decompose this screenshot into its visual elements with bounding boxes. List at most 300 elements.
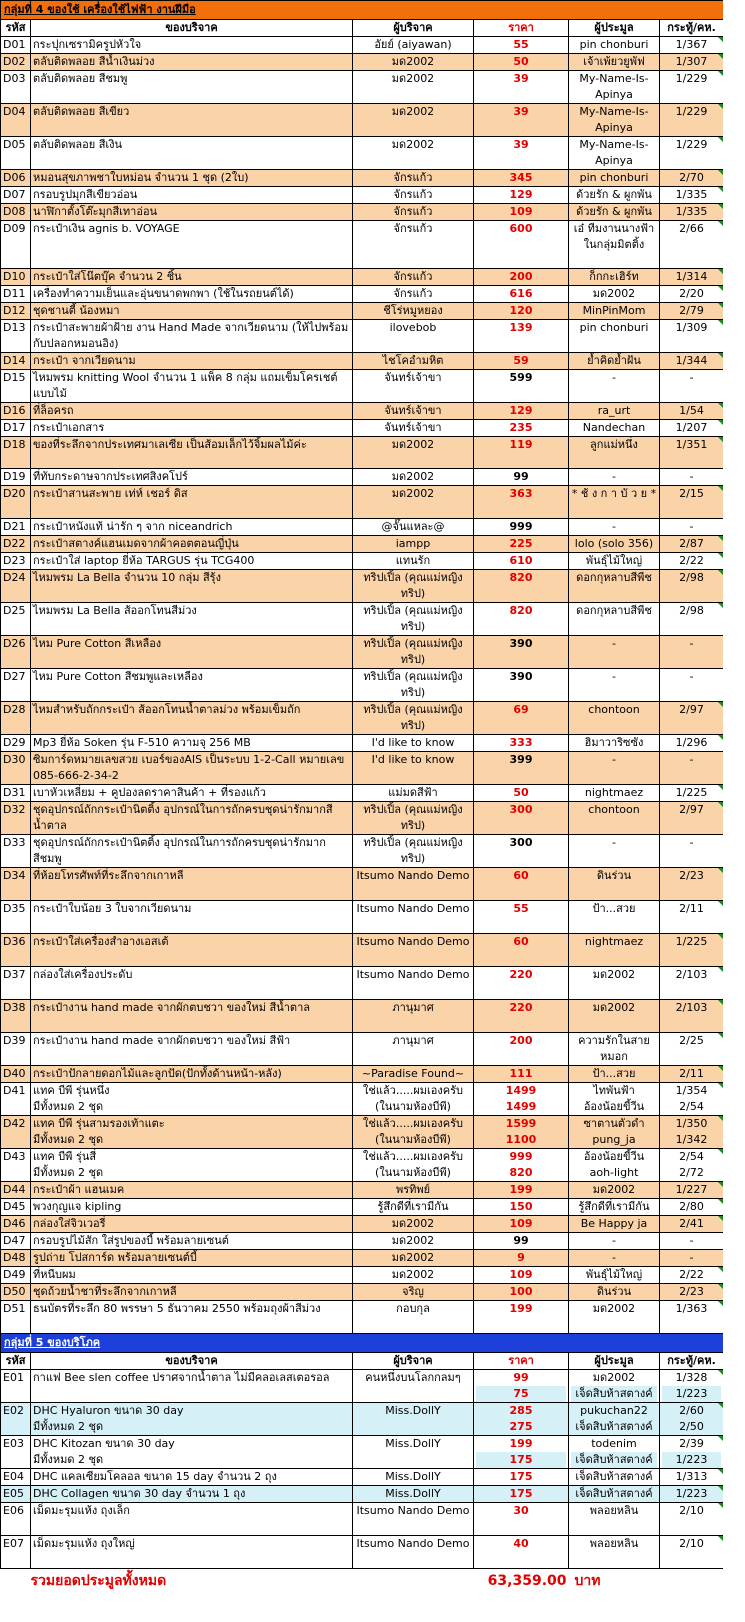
price-value: 9 bbox=[517, 1251, 525, 1264]
donor: มด2002 bbox=[353, 437, 474, 469]
post-ref bbox=[660, 54, 724, 71]
bidder-name: pukuchan22 bbox=[580, 1404, 648, 1417]
post-ref bbox=[660, 37, 724, 54]
price bbox=[474, 1000, 569, 1033]
bidder bbox=[569, 71, 660, 104]
table-row bbox=[1, 1267, 724, 1284]
bidder-name: มด2002 bbox=[592, 1183, 636, 1196]
bidder bbox=[569, 1000, 660, 1033]
price bbox=[474, 636, 569, 669]
donor: Miss.DollY bbox=[353, 1403, 474, 1436]
post-ref-value: 1/223 bbox=[662, 1386, 721, 1402]
bidder bbox=[569, 54, 660, 71]
bidder-name: เจ็ดสิบห้าสตางค์ bbox=[571, 1452, 657, 1468]
header-code: รหัส bbox=[1, 20, 31, 37]
item-code: E04 bbox=[1, 1469, 31, 1486]
table-row bbox=[1, 702, 724, 735]
item-name: กระเป๋าสตางค์แฮนเมดจากผ้าคอตตอนญี่ปุ่น bbox=[31, 536, 353, 553]
table-row bbox=[1, 835, 724, 868]
table-row bbox=[1, 137, 724, 170]
price bbox=[474, 669, 569, 702]
price-value: 399 bbox=[509, 753, 533, 766]
item-name: เบาหัวเหลี่ยม + คูปองลดราคาสินค้า + ที่รองแก้ว bbox=[31, 785, 353, 802]
price-value: 109 bbox=[509, 1268, 533, 1281]
table-row bbox=[1, 868, 724, 901]
item-code: D27 bbox=[1, 669, 31, 702]
post-ref bbox=[660, 636, 724, 669]
table-row bbox=[1, 570, 724, 603]
bidder-name: พลอยหลิน bbox=[589, 1504, 639, 1517]
price-value: 150 bbox=[509, 1200, 533, 1213]
bidder bbox=[569, 1233, 660, 1250]
item-name: กรอบรูปไม้สัก ใส่รูปของบี้ พร้อมลายเซนต์ bbox=[31, 1233, 353, 1250]
post-ref-value: 1/354 bbox=[675, 1084, 708, 1097]
bidder-name: - bbox=[612, 637, 616, 650]
price-value: 200 bbox=[509, 270, 533, 283]
table-row bbox=[1, 967, 724, 1000]
donor: จักรแก้ว bbox=[353, 187, 474, 204]
item-name: ไหมพรม La Bella จำนวน 10 กลุ่ม สีรุ้ง bbox=[31, 570, 353, 603]
price bbox=[474, 603, 569, 636]
bidder bbox=[569, 1250, 660, 1267]
item-name: กระเป๋าหนังแท้ น่ารัก ๆ จาก niceandrich bbox=[31, 519, 353, 536]
item-code: E07 bbox=[1, 1536, 31, 1569]
item-code: D14 bbox=[1, 353, 31, 370]
price bbox=[474, 802, 569, 835]
donor: ทริปเปิ้ล (คุณแม่หญิงทริป) bbox=[353, 835, 474, 868]
price bbox=[474, 835, 569, 868]
bidder-name: ไทพันฟ้า bbox=[593, 1084, 635, 1097]
item-code: D51 bbox=[1, 1301, 31, 1334]
price-value: 285 bbox=[509, 1404, 533, 1417]
post-ref bbox=[660, 868, 724, 901]
bidder-name: nightmaez bbox=[584, 935, 644, 948]
post-ref-value: 2/70 bbox=[679, 171, 704, 184]
bidder-name: เจ็ดสิบห้าสตางค์ bbox=[575, 1470, 653, 1483]
bidder bbox=[569, 570, 660, 603]
post-ref-value: - bbox=[689, 371, 694, 384]
post-ref-value: 1/229 bbox=[675, 138, 708, 151]
post-ref bbox=[660, 735, 724, 752]
price bbox=[474, 1066, 569, 1083]
donor: Itsumo Nando Demo bbox=[353, 967, 474, 1000]
item-name bbox=[31, 1436, 353, 1469]
price-value: 129 bbox=[509, 404, 533, 417]
item-code: D21 bbox=[1, 519, 31, 536]
price-value: 69 bbox=[513, 703, 529, 716]
item-name: กล่องใส่เครื่องประดับ bbox=[31, 967, 353, 1000]
price bbox=[474, 420, 569, 437]
post-ref bbox=[660, 1370, 724, 1403]
post-ref bbox=[660, 1469, 724, 1486]
item-name: รูปถ่าย โปสการ์ด พร้อมลายเซนต์บี้ bbox=[31, 1250, 353, 1267]
bidder bbox=[569, 868, 660, 901]
donor: Miss.DollY bbox=[353, 1436, 474, 1469]
item-name: ที่ห้อยโทรศัพท์ที่ระลึกจากเกาหลี bbox=[31, 868, 353, 901]
post-ref-value: 2/20 bbox=[679, 287, 704, 300]
item-name: ตลับติดพลอย สีชมพู bbox=[31, 71, 353, 104]
header-bidder: ผู้ประมูล bbox=[569, 20, 660, 37]
item-code: D04 bbox=[1, 104, 31, 137]
price bbox=[474, 204, 569, 221]
bidder bbox=[569, 1486, 660, 1503]
price bbox=[474, 785, 569, 802]
post-ref bbox=[660, 187, 724, 204]
post-ref-value: 2/103 bbox=[675, 1001, 708, 1014]
item-code: D13 bbox=[1, 320, 31, 353]
post-ref-value: 1/309 bbox=[675, 321, 708, 334]
donor: จักรแก้ว bbox=[353, 269, 474, 286]
table-row bbox=[1, 54, 724, 71]
post-ref bbox=[660, 519, 724, 536]
bidder bbox=[569, 1199, 660, 1216]
item-name: พวงกุญแจ kipling bbox=[31, 1199, 353, 1216]
post-ref-value: 2/97 bbox=[679, 703, 704, 716]
item-code: D43 bbox=[1, 1149, 31, 1182]
donor: อัยย์ (aiyawan) bbox=[353, 37, 474, 54]
bidder bbox=[569, 1182, 660, 1199]
item-code: D26 bbox=[1, 636, 31, 669]
post-ref-value: - bbox=[689, 1251, 694, 1264]
table-row bbox=[1, 1503, 724, 1536]
post-ref-value: 1/307 bbox=[675, 55, 708, 68]
table-row bbox=[1, 1301, 724, 1334]
table-row bbox=[1, 1284, 724, 1301]
item-code: D38 bbox=[1, 1000, 31, 1033]
item-name: ไหม Pure Cotton สีชมพูและเหลือง bbox=[31, 669, 353, 702]
price-value: 820 bbox=[509, 571, 533, 584]
bidder-name: ดอกกุหลาบสีพีช bbox=[576, 571, 652, 584]
item-name: เครื่องทำความเย็นและอุ่นขนาดพกพา (ใช้ในรถยนต์ได้) bbox=[31, 286, 353, 303]
item-name: ชุดอุปกรณ์ถักกระเป๋านิตติ้ง อุปกรณ์ในการถักครบชุดน่ารักมากสีน้ำตาล bbox=[31, 802, 353, 835]
item-name: กระเป๋าใส่ laptop ยี่ห้อ TARGUS รุ่น TCG400 bbox=[31, 553, 353, 570]
post-ref-value: 2/15 bbox=[679, 487, 704, 500]
post-ref bbox=[660, 1216, 724, 1233]
donor: Miss.DollY bbox=[353, 1469, 474, 1486]
header-row bbox=[1, 1353, 724, 1370]
post-ref-value: 1/225 bbox=[675, 786, 708, 799]
bidder bbox=[569, 1503, 660, 1536]
post-ref bbox=[660, 486, 724, 519]
post-ref bbox=[660, 320, 724, 353]
bidder bbox=[569, 469, 660, 486]
summary-unit: บาท bbox=[569, 1569, 724, 1594]
item-name: กระเป๋า จากเวียดนาม bbox=[31, 353, 353, 370]
price-value: 175 bbox=[509, 1487, 533, 1500]
table-row bbox=[1, 1182, 724, 1199]
price bbox=[474, 1083, 569, 1116]
price-value: 235 bbox=[509, 421, 533, 434]
bidder-name: มด2002 bbox=[592, 1371, 636, 1384]
item-name: เม็ดมะรุมแห้ง ถุงใหญ่ bbox=[31, 1536, 353, 1569]
table-row bbox=[1, 669, 724, 702]
price bbox=[474, 1469, 569, 1486]
donor: ทริปเปิ้ล (คุณแม่หญิงทริป) bbox=[353, 702, 474, 735]
bidder bbox=[569, 802, 660, 835]
bidder bbox=[569, 137, 660, 170]
donor: Itsumo Nando Demo bbox=[353, 934, 474, 967]
post-ref-value: 2/11 bbox=[679, 1067, 704, 1080]
item-code: D09 bbox=[1, 221, 31, 269]
item-code: E05 bbox=[1, 1486, 31, 1503]
item-name: หมอนสุขภาพชาใบหม่อน จำนวน 1 ชุด (2ใบ) bbox=[31, 170, 353, 187]
donor: มด2002 bbox=[353, 104, 474, 137]
bidder-name: พันธุ์ไม้ใหญ่ bbox=[585, 1268, 643, 1281]
header-price: ราคา bbox=[474, 20, 569, 37]
table-row bbox=[1, 1403, 724, 1436]
donor: มด2002 bbox=[353, 486, 474, 519]
price-value: 139 bbox=[509, 321, 533, 334]
header-ref: กระทู้/คห. bbox=[660, 1353, 724, 1370]
post-ref bbox=[660, 1116, 724, 1149]
item-name bbox=[31, 1149, 353, 1182]
bidder-name: เจ็ดสิบห้าสตางค์ bbox=[575, 1420, 653, 1433]
table-row bbox=[1, 1033, 724, 1066]
donor: Itsumo Nando Demo bbox=[353, 1503, 474, 1536]
post-ref-value: 1/225 bbox=[675, 935, 708, 948]
bidder-name: ดินร่วน bbox=[596, 1285, 632, 1298]
price-value: 55 bbox=[513, 38, 529, 51]
item-name: DHC แคลเซียมโคลอล ขนาด 15 day จำนวน 2 ถุง bbox=[31, 1469, 353, 1486]
post-ref bbox=[660, 1083, 724, 1116]
item-name bbox=[31, 1116, 353, 1149]
post-ref bbox=[660, 104, 724, 137]
donor: I'd like to know bbox=[353, 735, 474, 752]
table-row bbox=[1, 403, 724, 420]
bidder bbox=[569, 1436, 660, 1469]
table-row bbox=[1, 71, 724, 104]
post-ref-value: 1/313 bbox=[675, 1470, 708, 1483]
bidder bbox=[569, 702, 660, 735]
post-ref-value: 2/98 bbox=[679, 571, 704, 584]
price-value: 120 bbox=[509, 304, 533, 317]
bidder-name: chontoon bbox=[588, 803, 640, 816]
bidder-name: pin chonburi bbox=[579, 38, 649, 51]
bidder-name: อ้องน้อยขี้วีน bbox=[583, 1100, 645, 1113]
price bbox=[474, 54, 569, 71]
donor: จักรแก้ว bbox=[353, 170, 474, 187]
item-code: D35 bbox=[1, 901, 31, 934]
price bbox=[474, 1403, 569, 1436]
bidder-name: lolo (solo 356) bbox=[574, 537, 654, 550]
post-ref-value: 2/50 bbox=[679, 1420, 704, 1433]
price bbox=[474, 519, 569, 536]
item-name: กล่องใส่จิวเวอรี่ bbox=[31, 1216, 353, 1233]
price bbox=[474, 868, 569, 901]
price-value: 390 bbox=[509, 670, 533, 683]
table-row bbox=[1, 1216, 724, 1233]
price bbox=[474, 187, 569, 204]
item-code: D10 bbox=[1, 269, 31, 286]
price-value: 333 bbox=[509, 736, 533, 749]
bidder-name: ป้า...สวย bbox=[592, 1067, 636, 1080]
price bbox=[474, 1370, 569, 1403]
price-value: 100 bbox=[509, 1285, 533, 1298]
item-name: กระเป๋างาน hand made จากผักตบชวา ของใหม่ สีฟ้า bbox=[31, 1033, 353, 1066]
table-row bbox=[1, 553, 724, 570]
bidder bbox=[569, 1149, 660, 1182]
post-ref-value: 1/223 bbox=[662, 1452, 721, 1468]
bidder-name: nightmaez bbox=[584, 786, 644, 799]
post-ref-value: 1/227 bbox=[675, 1183, 708, 1196]
bidder-name: ย้ำคิดย้ำฝัน bbox=[587, 354, 641, 367]
table-row bbox=[1, 1536, 724, 1569]
donor: จันทร์เจ้าขา bbox=[353, 370, 474, 403]
item-name: ชุดชานตี้ น้องหมา bbox=[31, 303, 353, 320]
post-ref bbox=[660, 353, 724, 370]
bidder bbox=[569, 1033, 660, 1066]
price-value: 39 bbox=[513, 105, 529, 118]
price bbox=[474, 353, 569, 370]
price bbox=[474, 702, 569, 735]
table-row bbox=[1, 221, 724, 269]
item-name-line: DHC Hyaluron ขนาด 30 day bbox=[33, 1404, 184, 1417]
price-value: 345 bbox=[509, 171, 533, 184]
price bbox=[474, 71, 569, 104]
post-ref-value: - bbox=[689, 520, 694, 533]
post-ref-value: - bbox=[689, 470, 694, 483]
bidder bbox=[569, 603, 660, 636]
price-value: 99 bbox=[513, 470, 529, 483]
donor: กอบกุล bbox=[353, 1301, 474, 1334]
post-ref-value: 2/23 bbox=[679, 1285, 704, 1298]
bidder-name: ด้วยรัก & ผูกพัน bbox=[576, 205, 652, 218]
price-value: 1499 bbox=[505, 1084, 537, 1097]
bidder bbox=[569, 221, 660, 269]
price-value: 129 bbox=[509, 188, 533, 201]
donor: คนหนึ่งบนโลกกลมๆ bbox=[353, 1370, 474, 1403]
table-row bbox=[1, 1486, 724, 1503]
price-value: 30 bbox=[513, 1504, 529, 1517]
table-row bbox=[1, 934, 724, 967]
item-name: ไหม Pure Cotton สีเหลือง bbox=[31, 636, 353, 669]
bidder bbox=[569, 1301, 660, 1334]
donor: แทนรัก bbox=[353, 553, 474, 570]
bidder bbox=[569, 104, 660, 137]
bidder bbox=[569, 187, 660, 204]
table-row bbox=[1, 1370, 724, 1403]
post-ref bbox=[660, 1066, 724, 1083]
item-name: กระเป๋าใส่โน๊ตบุ๊ค จำนวน 2 ชิ้น bbox=[31, 269, 353, 286]
price-value: 220 bbox=[509, 968, 533, 981]
post-ref-value: 1/335 bbox=[675, 205, 708, 218]
item-code: D41 bbox=[1, 1083, 31, 1116]
bidder bbox=[569, 286, 660, 303]
donor: แม่มดสีฟ้า bbox=[353, 785, 474, 802]
post-ref bbox=[660, 1182, 724, 1199]
bidder-name: Be Happy ja bbox=[580, 1217, 648, 1230]
price-value: 199 bbox=[509, 1183, 533, 1196]
price bbox=[474, 1199, 569, 1216]
price-value: 1499 bbox=[505, 1100, 537, 1113]
summary-label: รวมยอดประมูลทั้งหมด bbox=[1, 1569, 474, 1594]
price-value: 300 bbox=[509, 803, 533, 816]
item-code: D03 bbox=[1, 71, 31, 104]
item-code: D30 bbox=[1, 752, 31, 785]
price bbox=[474, 403, 569, 420]
price-value: 60 bbox=[513, 935, 529, 948]
item-name: ชุดอุปกรณ์ถักกระเป๋านิตติ้ง อุปกรณ์ในการถักครบชุดน่ารักมากสีชมพู bbox=[31, 835, 353, 868]
post-ref bbox=[660, 1301, 724, 1334]
price-value: 275 bbox=[509, 1420, 533, 1433]
item-name: กระเป๋าสะพายผ้าฝ้าย งาน Hand Made จากเวียดนาม (ให้ไปพร้อมกับปลอกหมอนอิง) bbox=[31, 320, 353, 353]
price bbox=[474, 553, 569, 570]
item-name: กระเป๋าใบน้อย 3 ใบจากเวียดนาม bbox=[31, 901, 353, 934]
bidder-name: Nandechan bbox=[582, 421, 646, 434]
item-code: D32 bbox=[1, 802, 31, 835]
item-code: D39 bbox=[1, 1033, 31, 1066]
post-ref bbox=[660, 437, 724, 469]
item-code: D25 bbox=[1, 603, 31, 636]
bidder-name: chontoon bbox=[588, 703, 640, 716]
item-code: D49 bbox=[1, 1267, 31, 1284]
bidder bbox=[569, 1370, 660, 1403]
donor: Itsumo Nando Demo bbox=[353, 1536, 474, 1569]
bidder-name: ra_urt bbox=[597, 404, 631, 417]
price bbox=[474, 1503, 569, 1536]
price-value: 225 bbox=[509, 537, 533, 550]
item-name: กระเป๋าเงิน agnis b. VOYAGE bbox=[31, 221, 353, 269]
bidder-name: My-Name-Is-Apinya bbox=[579, 105, 649, 134]
post-ref-value: 1/342 bbox=[675, 1133, 708, 1146]
item-name-line: มีทั้งหมด 2 ชุด bbox=[33, 1453, 104, 1466]
table-row bbox=[1, 1199, 724, 1216]
post-ref bbox=[660, 553, 724, 570]
price bbox=[474, 1149, 569, 1182]
bidder bbox=[569, 403, 660, 420]
post-ref bbox=[660, 221, 724, 269]
bidder bbox=[569, 269, 660, 286]
header-ref: กระทู้/คห. bbox=[660, 20, 724, 37]
header-item: ของบริจาค bbox=[31, 1353, 353, 1370]
post-ref-value: 1/54 bbox=[679, 404, 704, 417]
item-code: D46 bbox=[1, 1216, 31, 1233]
bidder-name: - bbox=[612, 520, 616, 533]
item-code: D01 bbox=[1, 37, 31, 54]
item-code: D34 bbox=[1, 868, 31, 901]
price bbox=[474, 269, 569, 286]
post-ref bbox=[660, 785, 724, 802]
table-row bbox=[1, 603, 724, 636]
bidder-name: เจ้าเพ้ยวยูพัฟ bbox=[583, 55, 645, 68]
item-name: ที่ทับกระดาษจากประเทศสิงคโปร์ bbox=[31, 469, 353, 486]
bidder-name: เจ็ดสิบห้าสตางค์ bbox=[575, 1487, 653, 1500]
post-ref bbox=[660, 1503, 724, 1536]
item-code: D40 bbox=[1, 1066, 31, 1083]
post-ref bbox=[660, 570, 724, 603]
post-ref-value: 1/351 bbox=[675, 438, 708, 451]
post-ref-value: 1/367 bbox=[675, 38, 708, 51]
bidder bbox=[569, 934, 660, 967]
post-ref bbox=[660, 1436, 724, 1469]
post-ref bbox=[660, 1033, 724, 1066]
post-ref-value: 2/23 bbox=[679, 869, 704, 882]
bidder bbox=[569, 486, 660, 519]
post-ref-value: 2/97 bbox=[679, 803, 704, 816]
item-name-line: แทค บีพี รุ่นสามรองเท้าแตะ bbox=[33, 1117, 165, 1130]
item-name-line: มีทั้งหมด 2 ชุด bbox=[33, 1166, 104, 1179]
bidder-name: มด2002 bbox=[592, 287, 636, 300]
item-code: D02 bbox=[1, 54, 31, 71]
post-ref bbox=[660, 934, 724, 967]
price bbox=[474, 570, 569, 603]
group-title: กลุ่มที่ 4 ของใช้ เครื่องใช้ไฟฟ้า งานฝีมือ bbox=[1, 1, 724, 20]
price bbox=[474, 1301, 569, 1334]
table-row bbox=[1, 104, 724, 137]
price-value: 75 bbox=[476, 1386, 566, 1402]
post-ref-value: - bbox=[689, 637, 694, 650]
bidder bbox=[569, 1469, 660, 1486]
